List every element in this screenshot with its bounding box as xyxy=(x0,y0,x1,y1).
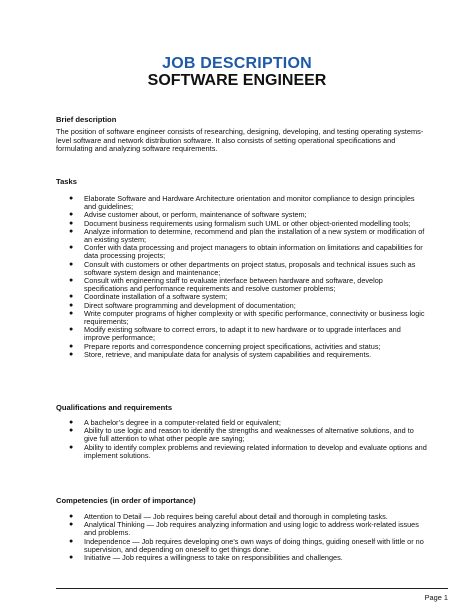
bullet-icon: ● xyxy=(69,244,74,252)
list-item xyxy=(56,351,428,359)
bullet-icon: ● xyxy=(69,427,74,435)
footer-divider xyxy=(56,588,448,589)
list-item-text: Coordinate installation of a software system; xyxy=(84,292,228,302)
list-item-text: Write computer programs of higher complexity or with specific performance, connectivity or business logic requirements; xyxy=(84,308,425,327)
bullet-icon: ● xyxy=(69,554,74,562)
competencies-list xyxy=(56,513,428,562)
tasks-list xyxy=(56,195,428,359)
list-item-text: Attention to Detail — Job requires being careful about detail and thorough in completing tasks. xyxy=(84,512,388,521)
list-item-text: A bachelor’s degree in a computer-related field or equivalent; xyxy=(84,418,281,427)
list-item xyxy=(56,261,428,277)
tasks-heading: Tasks xyxy=(56,177,77,186)
bullet-icon: ● xyxy=(69,219,74,227)
list-item xyxy=(56,228,428,244)
bullet-icon: ● xyxy=(69,513,74,520)
list-item-text: Analytical Thinking — Job requires analyzing information and using logic to address work-related issues and problems. xyxy=(84,520,419,538)
competencies-heading: Competencies (in order of importance) xyxy=(56,496,196,505)
list-item xyxy=(56,554,428,562)
document-title: JOB DESCRIPTION xyxy=(162,55,312,72)
list-item xyxy=(56,310,428,326)
list-item-text: Consult with customers or other departments on project status, proposals and technical issues such as software system design and maintenance; xyxy=(84,259,416,277)
list-item-text: Prepare reports and correspondence concerning project specifications, activities and status; xyxy=(84,341,381,351)
document-subtitle: SOFTWARE ENGINEER xyxy=(147,72,327,89)
qualifications-heading: Qualifications and requirements xyxy=(56,403,173,412)
bullet-icon: ● xyxy=(69,293,74,301)
bullet-icon: ● xyxy=(69,326,74,334)
list-item xyxy=(56,277,428,293)
bullet-icon: ● xyxy=(69,342,74,350)
list-item xyxy=(56,444,428,460)
bullet-icon: ● xyxy=(69,301,74,309)
list-item-text: Store, retrieve, and manipulate data for analysis of system capabilities and requirements. xyxy=(84,349,372,359)
bullet-icon: ● xyxy=(69,350,74,358)
page-number: Page 1 xyxy=(424,593,448,602)
list-item-text: Ability to identify complex problems and reviewing related information to develop and evaluate options and implement solutions. xyxy=(84,442,427,460)
list-item-text: Modify existing software to correct errors, to adapt it to new hardware or to upgrade interfaces and improve performance; xyxy=(84,325,401,343)
bullet-icon: ● xyxy=(69,211,74,219)
list-item-text: Consult with engineering staff to evaluate interface between hardware and software, develop specifications and performance requirements and resolve customer problems; xyxy=(84,276,383,294)
list-item xyxy=(56,326,428,342)
list-item-text: Direct software programming and development of documentation; xyxy=(84,300,296,310)
list-item xyxy=(56,538,428,554)
list-item-text: Document business requirements using formalism such UML or other object-oriented modelling tools; xyxy=(84,218,411,228)
list-item-text: Independence — Job requires developing one’s own ways of doing things, guiding oneself with little or no supervision, and depending on oneself to get things done. xyxy=(84,536,424,554)
bullet-icon: ● xyxy=(69,443,74,451)
brief-description-text: The position of software engineer consists of researching, designing, developing, and testing operating systems-level software and network distribution software. It also consists of setting operational specifications and formulating and analyzing software requirements. xyxy=(56,127,424,154)
list-item-text: Advise customer about, or perform, maintenance of software system; xyxy=(84,210,307,220)
list-item xyxy=(56,195,428,211)
list-item-text: Ability to use logic and reason to identify the strengths and weaknesses of alternative solutions, and to give full attention to what other people are saying; xyxy=(84,426,414,444)
list-item xyxy=(56,427,428,443)
bullet-icon: ● xyxy=(69,521,74,529)
list-item-text: Analyze information to determine, recommend and plan the installation of a new system or modification of an existing system; xyxy=(84,226,425,245)
list-item xyxy=(56,244,428,260)
bullet-icon: ● xyxy=(69,419,74,426)
list-item xyxy=(56,521,428,537)
bullet-icon: ● xyxy=(69,227,74,235)
bullet-icon: ● xyxy=(69,309,74,317)
brief-description-heading: Brief description xyxy=(56,115,117,124)
bullet-icon: ● xyxy=(69,277,74,285)
qualifications-list xyxy=(56,419,428,460)
bullet-icon: ● xyxy=(69,260,74,268)
list-item-text: Elaborate Software and Hardware Architecture orientation and monitor compliance to design principles and guidelines; xyxy=(84,194,415,212)
bullet-icon: ● xyxy=(69,537,74,545)
list-item-text: Initiative — Job requires a willingness to take on responsibilities and challenges. xyxy=(84,553,343,563)
bullet-icon: ● xyxy=(69,195,74,202)
list-item-text: Confer with data processing and project managers to obtain information on limitations and capabilities for data processing projects; xyxy=(84,243,423,261)
